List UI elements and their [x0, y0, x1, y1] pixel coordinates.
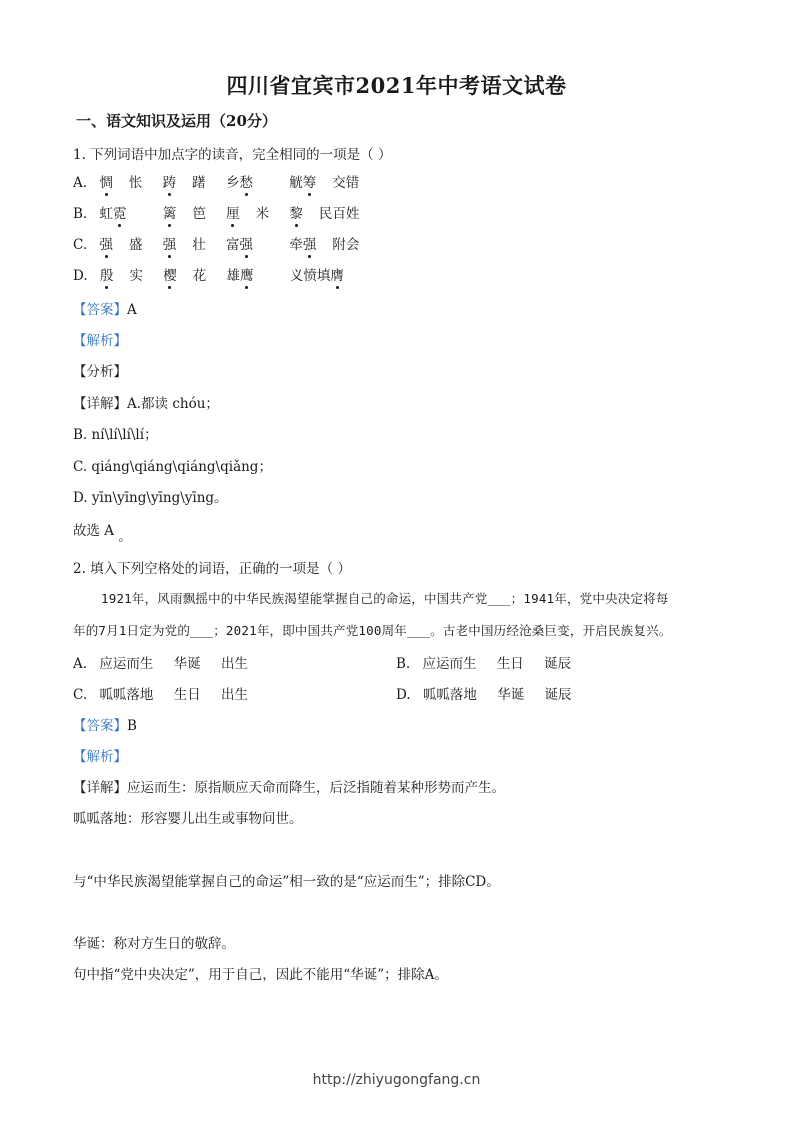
- option-word: 强 壮: [163, 233, 206, 253]
- option-word: 惆 怅: [99, 171, 142, 191]
- option-label: A.: [73, 656, 88, 672]
- option-word: 富强: [226, 233, 269, 253]
- section-heading: 一、语文知识及运用（20分）: [76, 112, 277, 130]
- q1-fenxi: 【分析】: [73, 364, 127, 380]
- option-word: 黎 民百姓: [289, 202, 359, 222]
- q1-detail-c: C. qiáng\qiáng\qiáng\qiǎng；: [73, 459, 272, 475]
- q2-option-c: [73, 683, 264, 703]
- option-word: 樱 花: [163, 264, 206, 284]
- option-word: 义愤填膺: [290, 264, 360, 284]
- option-word: 雄鹰: [227, 264, 270, 284]
- answer-value: A: [127, 302, 137, 318]
- q2-passage-line-1: 1921年，风雨飘摇中的中华民族渴望能掌握自己的命运，中国共产党___；1941年，党中央决定将每: [101, 591, 669, 606]
- q2-analysis-tag: 【解析】: [73, 749, 127, 765]
- q2-option-a: [73, 652, 264, 672]
- option-word: 华诞: [497, 687, 525, 703]
- option-word: 踌 躇: [163, 171, 206, 191]
- q2-option-d: [396, 683, 588, 703]
- q2-options-row-1: [73, 652, 713, 672]
- q1-detail-b: B. ní\lí\lí\lí；: [73, 427, 158, 443]
- q1-option-d: [73, 264, 376, 284]
- q1-analysis-tag: 【解析】: [73, 333, 127, 349]
- option-label: B.: [73, 206, 88, 222]
- option-word: 出生: [221, 687, 249, 703]
- conclusion-period: 。: [118, 529, 132, 545]
- answer-value: B: [127, 718, 137, 734]
- question-2-stem: 2. 填入下列空格处的词语，正确的一项是（ ）: [73, 561, 351, 577]
- q1-answer: [73, 298, 137, 318]
- option-label: D.: [73, 268, 88, 284]
- option-label: C.: [73, 237, 88, 253]
- q2-answer: [73, 714, 137, 734]
- q2-detail-1: 【详解】应运而生：原指顺应天命而降生，后泛指随着某种形势而产生。: [73, 780, 505, 796]
- option-word: 诞辰: [544, 687, 572, 703]
- q1-conclusion: [73, 519, 132, 545]
- option-word: 呱呱落地: [99, 687, 154, 703]
- detail-text: A.都读 chóu；: [127, 396, 219, 412]
- answer-tag: 【答案】: [73, 302, 127, 318]
- option-word: 强 盛: [99, 233, 142, 253]
- option-label: A.: [73, 175, 88, 191]
- option-word: 觥筹 交错: [289, 171, 359, 191]
- option-word: 诞辰: [544, 656, 572, 672]
- option-word: 虹霓: [100, 202, 143, 222]
- q1-detail-a: [73, 392, 219, 412]
- q2-passage-line-2: 年的7月1日定为党的___；2021年，即中国共产党100周年___。古老中国历经沧桑巨变，开启民族复兴。: [73, 623, 672, 638]
- footer-url[interactable]: http://zhiyugongfang.cn: [312, 1072, 481, 1088]
- option-label: B.: [396, 656, 411, 672]
- q2-detail-4: 华诞：称对方生日的敬辞。: [73, 936, 235, 952]
- option-word: 华诞: [173, 656, 201, 672]
- question-1-stem: 1. 下列词语中加点字的读音，完全相同的一项是（ ）: [73, 147, 392, 163]
- q1-option-a: [73, 171, 375, 191]
- q1-option-c: [73, 233, 375, 253]
- answer-tag: 【答案】: [73, 718, 127, 734]
- q2-detail-3: 与“中华民族渴望能掌握自己的命运”相一致的是“应运而生”；排除CD。: [73, 874, 500, 890]
- option-label: C.: [73, 687, 88, 703]
- q1-option-b: [73, 202, 375, 222]
- option-word: 厘 米: [226, 202, 269, 222]
- option-word: 篱 笆: [163, 202, 206, 222]
- option-word: 生日: [173, 687, 201, 703]
- option-word: 乡愁: [226, 171, 269, 191]
- q2-options-row-2: [73, 683, 713, 703]
- q2-detail-5: 句中指“党中央决定”，用于自己，因此不能用“华诞”；排除A。: [73, 967, 448, 983]
- option-word: 殷 实: [100, 264, 143, 284]
- q2-detail-2: 呱呱落地：形容婴儿出生或事物问世。: [73, 811, 303, 827]
- q2-option-b: [396, 652, 587, 672]
- option-word: 应运而生: [422, 656, 477, 672]
- page-title: 四川省宜宾市2021年中考语文试卷: [226, 73, 567, 98]
- option-word: 生日: [496, 656, 524, 672]
- option-word: 呱呱落地: [422, 687, 477, 703]
- detail-tag: 【详解】: [73, 396, 127, 412]
- conclusion-text: 故选 A: [73, 523, 115, 539]
- q1-detail-d: D. yīn\yīng\yīng\yīng。: [73, 490, 228, 506]
- option-word: 应运而生: [99, 656, 154, 672]
- option-label: D.: [396, 687, 411, 703]
- option-word: 出生: [220, 656, 248, 672]
- option-word: 牵强 附会: [289, 233, 359, 253]
